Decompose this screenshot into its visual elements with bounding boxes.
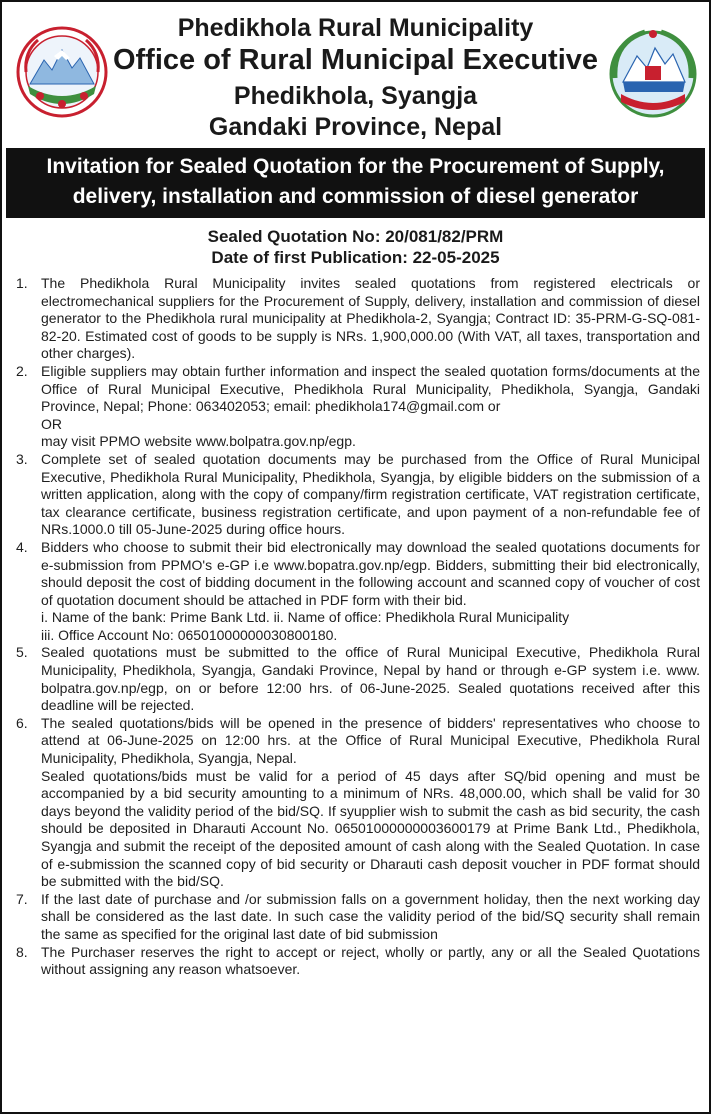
- quotation-info: [2, 226, 709, 268]
- publication-date: Date of first Publication: 22-05-2025: [211, 248, 500, 267]
- banner-line-2: delivery, installation and commission of diesel generator: [72, 185, 639, 208]
- list-item: [16, 539, 700, 645]
- item-number: 6.: [16, 714, 28, 731]
- province-line: Gandaki Province, Nepal: [208, 113, 503, 141]
- list-item: [16, 891, 700, 944]
- title-banner: [6, 148, 705, 218]
- province-emblem-icon: [605, 22, 701, 122]
- item-paragraph: The sealed quotations/bids will be opened in the presence of bidders' representatives who choose to attend at 06-June-2025 on 12:00 hrs. at the Office of Rural Municipal Executive, Phedikhola Rural Municipality, Phedikhola, Syangja, Nepal.: [41, 714, 700, 767]
- item-text: [41, 451, 700, 539]
- quotation-number: Sealed Quotation No: 20/081/82/PRM: [207, 227, 504, 246]
- item-paragraph: Eligible suppliers may obtain further information and inspect the sealed quotation forms/documents at the Office of Rural Municipal Executive, Phedikhola Rural Municipality, Phedikhola, Syangja, Gandaki Province, Nepal; Phone: 063402053; email: phedikhola174@gmail.com or: [41, 362, 700, 415]
- list-item: [16, 275, 700, 363]
- location-line: Phedikhola, Syangja: [233, 82, 478, 110]
- banner-line-1: Invitation for Sealed Quotation for the Procurement of Supply,: [46, 155, 665, 178]
- item-text: [41, 539, 700, 645]
- item-text: [41, 275, 700, 363]
- item-number: 8.: [16, 943, 28, 960]
- list-item: [16, 944, 700, 979]
- item-paragraph: If the last date of purchase and /or submission falls on a government holiday, then the next working day shall be considered as the last date. In such case the validity period of the bid/SQ security shall remain the same as specified for the original last date of bid submission: [41, 890, 700, 942]
- list-item: [16, 363, 700, 451]
- office-name: Office of Rural Municipal Executive: [112, 44, 599, 76]
- item-number: 4.: [16, 538, 28, 555]
- item-number: 3.: [16, 450, 28, 467]
- item-paragraph: i. Name of the bank: Prime Bank Ltd. ii. Name of office: Phedikhola Rural Municipality: [41, 609, 570, 626]
- list-item: [16, 644, 700, 714]
- item-paragraph: Sealed quotations must be submitted to the office of Rural Municipal Executive, Phedikhola Rural Municipality, Phedikhola, Syangja, Gandaki Province, Nepal by hand or through e-GP system i.e. www. bolpatra.gov.np/egp, on or before 12:00 hrs. of 06-June-2025. Sealed quotations received after this deadline will be rejected.: [41, 644, 700, 714]
- item-paragraph: The Phedikhola Rural Municipality invites sealed quotations from registered electricals or electromechanical suppliers for the Procurement of Supply, delivery, installation and commission of diesel generator to the Phedikhola rural municipality at Phedikhola-2, Syangja; Contract ID: 35-PRM-G-SQ-081-82-20. Estimated cost of goods to be supply is NRs. 1,900,000.00 (With VAT, all taxes, transportation and other charges).: [41, 275, 700, 362]
- item-number: 2.: [16, 362, 28, 379]
- item-paragraph: iii. Office Account No: 06501000000030800180.: [41, 626, 338, 643]
- list-item: [16, 451, 700, 539]
- item-paragraph: Sealed quotations/bids must be valid for a period of 45 days after SQ/bid opening and must be accompanied by a bid security amounting to a minimum of NRs. 48,000.00, which shall be valid for 30 days beyond the validity period of the bid/SQ. If syupplier wish to submit the cash as bid security, the cash should be deposited in Dharauti Account No. 06501000000003600179 at Prime Bank Ltd., Phedikhola, Syangja and submit the receipt of the deposited amount of cash along with the Sealed Quotation. In case of e-submission the scanned copy of bid security or Dharauti cash deposit voucher in PDF format should be submitted with the bid/SQ.: [41, 767, 700, 890]
- item-text: [41, 715, 700, 891]
- item-paragraph: may visit PPMO website www.bolpatra.gov.np/egp.: [41, 433, 356, 450]
- terms-list: [16, 275, 700, 979]
- item-number: 5.: [16, 644, 28, 661]
- item-text: [41, 644, 700, 714]
- list-item: [16, 715, 700, 891]
- item-text: [41, 944, 700, 979]
- item-number: 7.: [16, 890, 28, 907]
- item-text: [41, 363, 700, 451]
- item-paragraph: Bidders who choose to submit their bid electronically may download the sealed quotations documents for e-submission from PPMO's e-GP i.e www.bopatra.gov.np/egp. Bidders, submitting their bid electronically, should deposit the cost of bidding document in the following account and scanned copy of voucher of cost of quotation document should be attached in PDF form with their bid.: [41, 538, 700, 608]
- item-number: 1.: [16, 275, 28, 291]
- item-text: [41, 891, 700, 944]
- item-paragraph: Complete set of sealed quotation documents may be purchased from the Office of Rural Municipal Executive, Phedikhola Rural Municipality, Phedikhola, Syangja, by eligible bidders on the submission of a written application, along with the copy of company/firm registration certificate, VAT registration certificate, tax clearance certificate, business registration certificate, and upon payment of a non-refundable fee of NRs.1000.0 till 05-June-2025 during office hours.: [41, 450, 700, 538]
- item-paragraph: The Purchaser reserves the right to accept or reject, wholly or partly, any or all the Sealed Quotations without assigning any reason whatsoever.: [41, 943, 700, 978]
- header: [2, 2, 709, 148]
- item-paragraph: OR: [41, 415, 62, 432]
- municipality-name: Phedikhola Rural Municipality: [177, 14, 534, 42]
